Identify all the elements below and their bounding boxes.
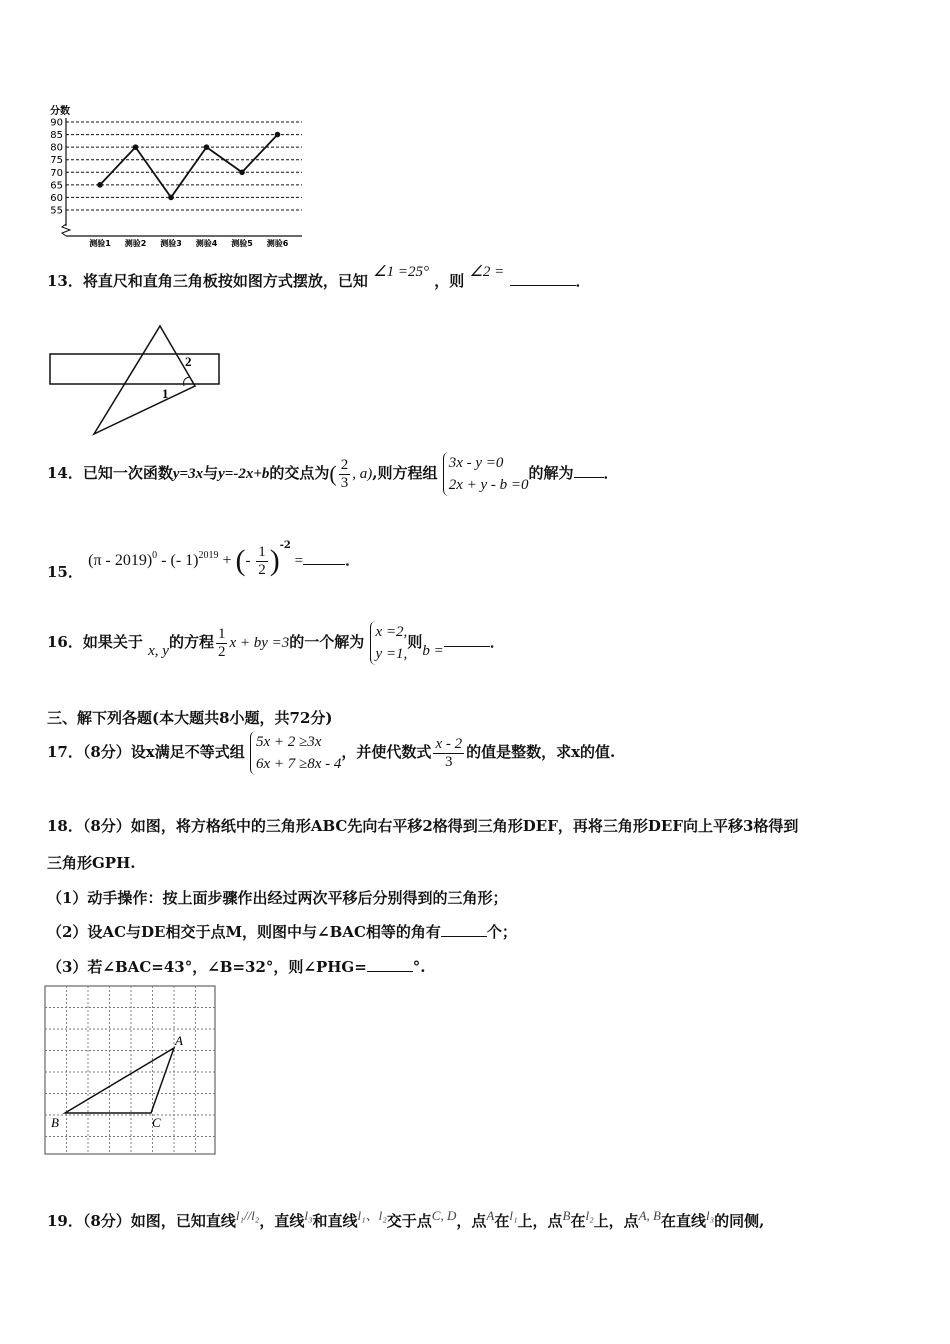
question-18-sub3 [47, 956, 426, 977]
chart-ytick-label: 55 [50, 205, 63, 217]
q19-m2: l₃ [304, 1208, 313, 1223]
chart-point [133, 144, 139, 150]
chart-point [204, 144, 210, 150]
q14-t3: 的交点为 [269, 464, 330, 482]
question-18-sub1: （1）动手操作：按上面步骤作出经过两次平移后分别得到的三角形； [47, 889, 508, 907]
q17-number: 17． [47, 743, 83, 761]
q16-t1: 如果关于 [82, 633, 143, 651]
chart-point [239, 169, 245, 175]
q16-number: 16． [47, 633, 83, 651]
q18-sub3-end: °. [412, 958, 426, 976]
q19-m5: A [486, 1208, 495, 1223]
question-17 [47, 731, 615, 775]
chart-xtick-label: 测验1 [89, 239, 111, 248]
chart-svg [44, 100, 309, 250]
q19-t4: 交于点 [386, 1212, 432, 1230]
q19-t9: 上，点 [593, 1212, 639, 1230]
q14-system: 3x - y =0 2x + y - b =0 [443, 452, 529, 496]
triangle [94, 326, 195, 434]
q19-t1: （8分）如图，已知直线 [82, 1212, 236, 1230]
chart-point [275, 132, 281, 138]
q17-t3: 的值是整数，求x的值. [466, 743, 616, 761]
q16-eq: x + by =3 [229, 635, 290, 651]
q15-fraction: $\frac{1}{2}$ [258, 543, 266, 578]
q17-fraction: $\frac{x - 2}{3}$ [435, 735, 463, 770]
grid-border [45, 986, 215, 1154]
question-19 [47, 1210, 764, 1231]
q13-text1: 将直尺和直角三角板按如图方式摆放，已知 [82, 272, 368, 290]
q15-inner: - [245, 553, 255, 569]
q13-number: 13． [47, 272, 83, 290]
chart-ytick-label: 65 [50, 180, 63, 192]
q19-t5: ，点 [456, 1212, 487, 1230]
q16-solution: x =2, y =1, [370, 621, 408, 665]
q13-end: ． [575, 272, 591, 290]
question-18-sub2 [47, 921, 517, 942]
question-14: 14．已知一次函数y=3x与y=-2x+b的交点为( $\frac{2}{3}$ , a),则方程组 3x - y =0 2x + y - b =0 的解为 ． [47, 452, 619, 496]
chart-xtick-label: 测验6 [266, 239, 289, 248]
q18-sub3-text: （3）若∠BAC=43°，∠B=32°，则∠PHG= [47, 958, 367, 976]
chart-xtick-label: 测验3 [160, 239, 182, 248]
q16-answer-blank[interactable] [444, 646, 490, 647]
section-3-heading: 三、解下列各题(本大题共8小题，共72分) [47, 709, 333, 727]
question-18-line1 [47, 815, 798, 836]
q17-t1: （8分）设x满足不等式组 [82, 743, 245, 761]
q14-t4: ,则方程组 [372, 464, 438, 482]
q16-fraction: $\frac{1}{2}$ [217, 625, 226, 660]
q14-number: 14． [47, 464, 83, 482]
chart-ylabel: 分数 [50, 106, 70, 117]
q18-line1: （8分）如图，将方格纸中的三角形ABC先向右平移2格得到三角形DEF，再将三角形DEF向上平移3格得到 [82, 817, 799, 835]
q14-fraction: $\frac{2}{3}$ [340, 456, 349, 491]
ruler-triangle-svg [44, 320, 229, 440]
grid-figure [44, 985, 217, 1157]
q16-end: ． [489, 633, 505, 651]
q14-f1: y=3x [172, 466, 204, 482]
q15-end: ． [345, 551, 361, 569]
question-15: 15． (π - 2019)$^0$ - (- 1)$^{2019}$ + (- $\frac{1}{2}$ )$^{-2}$ = ． [47, 540, 361, 581]
q18-sub2-blank[interactable] [441, 936, 487, 937]
q14-f2: y=-2x+b [218, 466, 270, 482]
q14-t2: 与 [203, 464, 219, 482]
chart-ytick-label: 70 [50, 167, 63, 179]
chart-xtick-label: 测验2 [124, 239, 147, 248]
vertex-a-label: A [175, 1033, 183, 1048]
angle-1-label: 1 [162, 386, 169, 401]
chart-ytick-label: 90 [50, 117, 63, 129]
q18-sub2-text: （2）设AC与DE相交于点M，则图中与∠BAC相等的角有 [47, 923, 441, 941]
q14-t1: 已知一次函数 [82, 464, 173, 482]
q15-exp: -2 [279, 540, 291, 551]
grid-lines [45, 986, 215, 1154]
q15-expr: (π - 2019)$^0$ - (- 1)$^{2019}$ + [88, 550, 236, 569]
chart-point [97, 182, 103, 188]
question-13 [47, 264, 591, 291]
q16-t3: 的一个解为 [289, 633, 365, 651]
grid-svg [44, 985, 217, 1157]
q14-t5: 的解为 [528, 464, 574, 482]
chart-xtick-label: 测验5 [231, 239, 253, 248]
q19-m6: l₁ [509, 1208, 518, 1223]
q19-m4: C, D [431, 1208, 457, 1223]
q19-m1: l₁//l₂ [235, 1208, 260, 1223]
question-18-line2: 三角形GPH. [47, 854, 136, 872]
q16-vars: x, y [148, 643, 169, 659]
q19-m3: l₁、l₂ [357, 1208, 387, 1223]
q18-sub3-blank[interactable] [367, 971, 413, 972]
q13-given: ∠1 =25° [373, 264, 429, 280]
q19-t11: 的同侧, [714, 1212, 765, 1230]
q13-ask: ∠2 = [469, 264, 505, 280]
q19-m7: B [562, 1208, 571, 1223]
chart-point [168, 195, 174, 201]
q19-t7: 上，点 [517, 1212, 563, 1230]
chart-ytick-label: 80 [50, 142, 63, 154]
angle-2-label: 2 [185, 354, 192, 369]
q13-text2: ，则 [434, 272, 465, 290]
chart-ytick-label: 85 [50, 130, 63, 142]
q19-t2: ，直线 [259, 1212, 305, 1230]
q18-sub2-end: 个； [486, 923, 517, 941]
q13-answer-blank[interactable] [510, 285, 576, 286]
triangle-abc [65, 1048, 174, 1113]
q15-equals: = [290, 553, 304, 569]
q14-end: ． [603, 464, 619, 482]
q19-t8: 在 [570, 1212, 586, 1230]
ruler-triangle-figure [44, 320, 229, 440]
q14-answer-blank[interactable] [574, 477, 604, 478]
q19-t10: 在直线 [661, 1212, 707, 1230]
question-16 [47, 621, 505, 665]
q14-point-a: , a) [352, 466, 373, 482]
vertex-c-label: C [152, 1115, 161, 1130]
q19-m9: A, B [638, 1208, 661, 1223]
q15-answer-blank[interactable] [303, 564, 345, 565]
score-line-chart [44, 100, 309, 250]
q16-t4: 则 [407, 633, 423, 651]
q15-number: 15． [47, 563, 83, 581]
chart-ytick-label: 60 [50, 192, 63, 204]
q19-t6: 在 [494, 1212, 510, 1230]
q18-number: 18． [47, 817, 83, 835]
q19-m8: l₂ [585, 1208, 594, 1223]
q17-system: 5x + 2 ≥3x 6x + 7 ≥8x - 4 [250, 731, 341, 775]
q16-t2: 的方程 [168, 633, 214, 651]
chart-ytick-label: 75 [50, 155, 63, 167]
chart-xtick-label: 测验4 [195, 239, 218, 248]
vertex-b-label: B [51, 1115, 59, 1130]
q19-number: 19． [47, 1212, 83, 1230]
q19-m10: l₃ [706, 1208, 715, 1223]
q16-b: b = [422, 643, 444, 659]
chart-series-line [100, 135, 278, 198]
q17-t2: ，并使代数式 [341, 743, 432, 761]
q19-t3: 和直线 [312, 1212, 358, 1230]
